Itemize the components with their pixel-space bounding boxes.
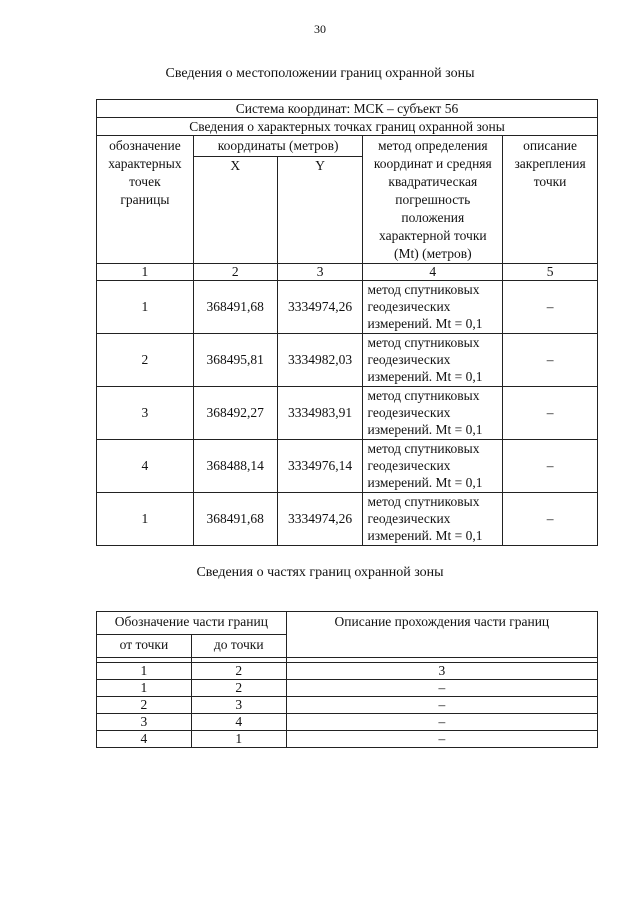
column-number: 2	[191, 663, 286, 680]
point-cell: 2	[97, 334, 194, 387]
coordinate-system-cell: Система координат: МСК – субъект 56	[97, 100, 598, 118]
header-x: X	[193, 157, 277, 264]
point-cell: 4	[97, 440, 194, 493]
to-cell: 3	[191, 697, 286, 714]
column-number: 2	[193, 264, 277, 281]
header-from-point: от точки	[97, 635, 192, 658]
desc-cell: –	[503, 440, 598, 493]
points-info-cell: Сведения о характерных точках границ охранной зоны	[97, 118, 598, 136]
table-row	[97, 493, 598, 546]
from-cell: 2	[97, 697, 192, 714]
header-description: описание закрепления точки	[503, 136, 598, 264]
header-coordinates: координаты (метров)	[193, 136, 363, 157]
column-number: 3	[277, 264, 363, 281]
desc-cell: –	[503, 387, 598, 440]
table-row	[97, 440, 598, 493]
table-row	[97, 387, 598, 440]
to-cell: 1	[191, 731, 286, 748]
method-cell: метод спутниковых геодезических измерений. Mt = 0,1	[363, 493, 503, 546]
point-cell: 1	[97, 493, 194, 546]
header-to-point: до точки	[191, 635, 286, 658]
section-title-boundaries: Сведения о местоположении границ охранной зоны	[165, 66, 475, 81]
column-number: 5	[503, 264, 598, 281]
column-number: 1	[97, 663, 192, 680]
table-row	[97, 714, 598, 731]
x-cell: 368491,68	[193, 281, 277, 334]
method-cell: метод спутниковых геодезических измерений. Mt = 0,1	[363, 440, 503, 493]
table-row	[97, 731, 598, 748]
y-cell: 3334976,14	[277, 440, 363, 493]
point-cell: 1	[97, 281, 194, 334]
from-cell: 4	[97, 731, 192, 748]
column-number: 3	[286, 663, 597, 680]
column-number: 4	[363, 264, 503, 281]
x-cell: 368488,14	[193, 440, 277, 493]
method-cell: метод спутниковых геодезических измерений. Mt = 0,1	[363, 387, 503, 440]
desc-cell: –	[286, 680, 597, 697]
column-number: 1	[97, 264, 194, 281]
point-cell: 3	[97, 387, 194, 440]
y-cell: 3334983,91	[277, 387, 363, 440]
header-part-description: Описание прохождения части границ	[286, 612, 597, 658]
desc-cell: –	[503, 281, 598, 334]
points-table	[96, 99, 598, 546]
method-cell: метод спутниковых геодезических измерений. Mt = 0,1	[363, 334, 503, 387]
y-cell: 3334982,03	[277, 334, 363, 387]
from-cell: 3	[97, 714, 192, 731]
header-y: Y	[277, 157, 363, 264]
header-designation: обозначение характерных точек границы	[97, 136, 194, 264]
to-cell: 4	[191, 714, 286, 731]
to-cell: 2	[191, 680, 286, 697]
desc-cell: –	[503, 493, 598, 546]
y-cell: 3334974,26	[277, 281, 363, 334]
method-cell: метод спутниковых геодезических измерений. Mt = 0,1	[363, 281, 503, 334]
table-row	[97, 334, 598, 387]
desc-cell: –	[503, 334, 598, 387]
y-cell: 3334974,26	[277, 493, 363, 546]
from-cell: 1	[97, 680, 192, 697]
header-method: метод определения координат и средняя квадратическая погрешность положения характерной точки (Mt) (метров)	[363, 136, 503, 264]
table-row	[97, 281, 598, 334]
page-number: 30	[314, 22, 326, 36]
desc-cell: –	[286, 714, 597, 731]
x-cell: 368492,27	[193, 387, 277, 440]
parts-table	[96, 611, 598, 748]
desc-cell: –	[286, 731, 597, 748]
section-title-parts: Сведения о частях границ охранной зоны	[196, 565, 444, 580]
x-cell: 368495,81	[193, 334, 277, 387]
desc-cell: –	[286, 697, 597, 714]
header-part-designation: Обозначение части границ	[97, 612, 287, 635]
table-row	[97, 680, 598, 697]
x-cell: 368491,68	[193, 493, 277, 546]
table-row	[97, 697, 598, 714]
